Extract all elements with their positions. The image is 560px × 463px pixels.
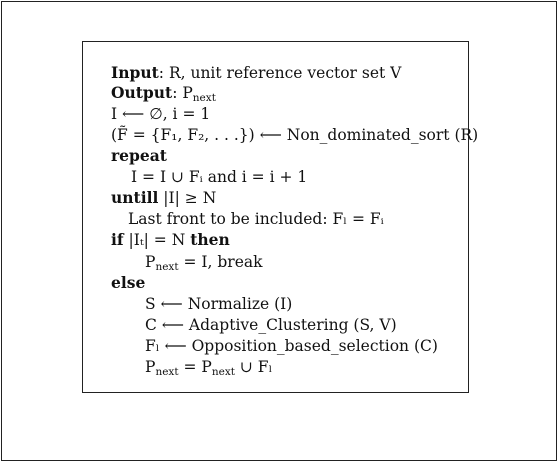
else-line-normalize: S ⟵ Normalize (I)	[145, 295, 293, 313]
else-keyword: else	[111, 273, 146, 292]
input-keyword: Input	[111, 63, 159, 82]
then-keyword: then	[190, 230, 230, 249]
until-keyword: untill	[111, 188, 159, 207]
then-body-p: P	[145, 253, 156, 271]
init-line: I ⟵ ∅, i = 1	[111, 105, 211, 123]
then-body-subscript: next	[155, 261, 179, 273]
if-line	[111, 230, 230, 250]
then-body	[145, 252, 263, 277]
repeat-body: I = I ∪ Fᵢ and i = i + 1	[131, 168, 308, 186]
output-text: : P	[172, 84, 193, 102]
update-mid: = P	[178, 358, 212, 376]
sort-line: (F̃ = {F₁, F₂, . . .}) ⟵ Non_dominated_sort (R)	[111, 126, 479, 144]
input-line	[111, 63, 401, 83]
input-text: : R, unit reference vector set V	[158, 64, 402, 82]
else-line-selection: Fₗ ⟵ Opposition_based_selection (C)	[145, 337, 438, 355]
else-line-clustering: C ⟵ Adaptive_Clustering (S, V)	[145, 316, 397, 334]
else-line-update	[145, 357, 272, 382]
repeat-keyword: repeat	[111, 146, 167, 165]
update-sub1: next	[155, 366, 179, 378]
until-condition: |I| ≥ N	[158, 189, 217, 207]
update-sub2: next	[211, 366, 235, 378]
update-p1: P	[145, 358, 156, 376]
until-line	[111, 188, 216, 208]
output-subscript: next	[192, 92, 216, 104]
last-front-line: Last front to be included: Fₗ = Fᵢ	[128, 210, 384, 228]
if-keyword: if	[111, 230, 124, 249]
then-body-rest: = I, break	[178, 253, 263, 271]
update-rest: ∪ Fₗ	[234, 358, 273, 376]
output-keyword: Output	[111, 83, 173, 102]
if-condition: |Iₜ| = N	[123, 231, 191, 249]
